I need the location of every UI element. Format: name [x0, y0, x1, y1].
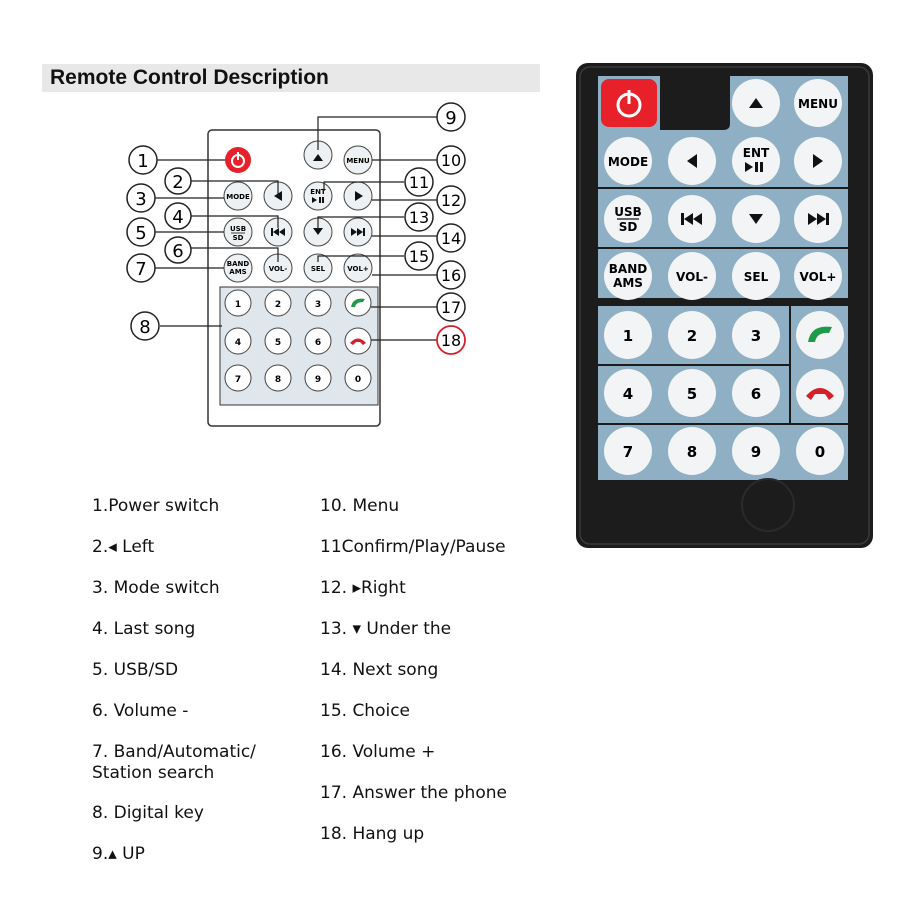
- diagram-right-button: [344, 182, 372, 210]
- diagram-digit-0: [345, 365, 371, 391]
- svg-text:5: 5: [274, 338, 282, 348]
- photo-left-button: [668, 137, 716, 185]
- photo-digit-7: [604, 427, 652, 475]
- callout-12: [437, 186, 465, 214]
- photo-menu-label: MENU: [798, 97, 838, 111]
- callout-3: [127, 184, 155, 212]
- photo-up-button: [732, 79, 780, 127]
- remote-photo: [576, 63, 873, 548]
- diagram-mode-label: MODE: [226, 193, 250, 201]
- photo-digit-4: [604, 369, 652, 417]
- svg-text:2: 2: [274, 300, 282, 310]
- callout-8: [131, 312, 159, 340]
- svg-text:8: 8: [139, 317, 151, 338]
- diagram-hangup-button: [345, 328, 371, 354]
- diagram-vol-plus-button: [344, 254, 372, 282]
- desc-volume-plus: 16. Volume +: [320, 742, 436, 762]
- desc-usb-sd: 5. USB/SD: [92, 660, 179, 680]
- photo-vol-minus-label: VOL-: [676, 270, 708, 284]
- diagram-next-button: [344, 218, 372, 246]
- desc-digital-key: 8. Digital key: [92, 803, 204, 823]
- svg-text:6: 6: [172, 241, 184, 262]
- photo-ams-label: AMS: [613, 276, 643, 290]
- photo-ent-label: ENT: [742, 146, 770, 160]
- diagram-band-label: BAND: [226, 260, 250, 268]
- photo-power-button: [601, 79, 657, 127]
- diagram-ent-button: [304, 182, 332, 210]
- diagram-answer-button: [345, 290, 371, 316]
- callout-9: [437, 103, 465, 131]
- photo-right-button: [794, 137, 842, 185]
- diagram-usb-button: [224, 218, 252, 246]
- callout-15: [405, 242, 433, 270]
- svg-text:8: 8: [686, 443, 698, 461]
- svg-text:2: 2: [172, 172, 184, 193]
- svg-text:7: 7: [234, 375, 242, 385]
- desc-menu: 10. Menu: [320, 496, 400, 516]
- diagram-digit-4: [225, 328, 251, 354]
- diagram-sel-label: SEL: [310, 265, 326, 273]
- desc-band-search: 7. Band/Automatic/ Station search: [92, 742, 256, 783]
- desc-volume-minus: 6. Volume -: [92, 701, 189, 721]
- callout-14: [437, 224, 465, 252]
- callout-11: [405, 168, 433, 196]
- photo-digit-2: [668, 311, 716, 359]
- desc-next-song: 14. Next song: [320, 660, 439, 680]
- desc-mode-switch: 3. Mode switch: [92, 578, 220, 598]
- photo-digit-8: [668, 427, 716, 475]
- photo-digit-3: [732, 311, 780, 359]
- desc-confirm-play-pause: 11Confirm/Play/Pause: [320, 537, 506, 557]
- photo-digit-9: [732, 427, 780, 475]
- callout-18: [437, 326, 465, 354]
- svg-text:1: 1: [622, 327, 634, 345]
- photo-usb-button: [604, 195, 652, 243]
- svg-text:3: 3: [750, 327, 762, 345]
- desc-power-switch: 1.Power switch: [92, 496, 220, 516]
- photo-vol-plus-button: [794, 252, 842, 300]
- svg-text:0: 0: [814, 443, 826, 461]
- svg-text:4: 4: [234, 338, 242, 348]
- svg-text:7: 7: [622, 443, 634, 461]
- photo-vol-minus-button: [668, 252, 716, 300]
- photo-down-button: [732, 195, 780, 243]
- desc-answer-phone: 17. Answer the phone: [320, 783, 507, 803]
- svg-text:6: 6: [314, 338, 322, 348]
- diagram-menu-label: MENU: [346, 157, 370, 165]
- svg-text:9: 9: [750, 443, 762, 461]
- diagram-usb-label: USB: [229, 225, 247, 233]
- callout-2: [165, 168, 191, 194]
- svg-text:12: 12: [440, 191, 462, 210]
- photo-digit-5: [668, 369, 716, 417]
- svg-text:17: 17: [440, 298, 462, 317]
- photo-digit-0: [796, 427, 844, 475]
- photo-vol-plus-label: VOL+: [799, 270, 837, 284]
- page-title: Remote Control Description: [50, 66, 329, 89]
- svg-text:16: 16: [440, 266, 462, 285]
- svg-text:0: 0: [354, 375, 362, 385]
- photo-mode-button: [604, 137, 652, 185]
- photo-mode-label: MODE: [607, 155, 649, 169]
- svg-text:18: 18: [440, 331, 462, 350]
- svg-text:6: 6: [750, 385, 762, 403]
- photo-sel-label: SEL: [743, 270, 769, 284]
- svg-text:3: 3: [135, 189, 147, 210]
- svg-text:5: 5: [686, 385, 698, 403]
- photo-answer-button: [796, 311, 844, 359]
- photo-digit-1: [604, 311, 652, 359]
- callout-6: [165, 237, 191, 263]
- photo-band-label: BAND: [608, 262, 648, 276]
- svg-text:4: 4: [622, 385, 634, 403]
- diagram-digit-9: [305, 365, 331, 391]
- svg-text:14: 14: [440, 229, 462, 248]
- svg-text:3: 3: [314, 300, 322, 310]
- diagram-digit-8: [265, 365, 291, 391]
- photo-prev-button: [668, 195, 716, 243]
- desc-last-song: 4. Last song: [92, 619, 196, 639]
- desc-right: 12. ▸Right: [320, 578, 406, 598]
- photo-next-button: [794, 195, 842, 243]
- diagram-ent-label: ENT: [310, 188, 326, 196]
- desc-left: 2.◂ Left: [92, 537, 155, 557]
- desc-down: 13. ▾ Under the: [320, 619, 452, 639]
- svg-text:1: 1: [137, 151, 149, 172]
- svg-text:10: 10: [440, 151, 462, 170]
- diagram-vol-minus-label: VOL-: [268, 265, 288, 273]
- callout-1: [129, 146, 157, 174]
- callout-4: [165, 203, 191, 229]
- svg-text:9: 9: [445, 108, 457, 129]
- photo-sel-button: [732, 252, 780, 300]
- svg-text:1: 1: [234, 300, 242, 310]
- diagram-digit-5: [265, 328, 291, 354]
- callout-17: [437, 293, 465, 321]
- photo-usb-label: USB: [614, 205, 642, 219]
- callout-10: [437, 146, 465, 174]
- callout-13: [405, 203, 433, 231]
- svg-text:5: 5: [135, 223, 147, 244]
- photo-band-button: [604, 252, 652, 300]
- diagram-digit-6: [305, 328, 331, 354]
- diagram-power-button: [225, 147, 251, 173]
- svg-text:11: 11: [408, 173, 430, 192]
- desc-hang-up: 18. Hang up: [320, 824, 425, 844]
- diagram-vol-plus-label: VOL+: [347, 265, 369, 273]
- callout-16: [437, 261, 465, 289]
- photo-hangup-button: [796, 369, 844, 417]
- diagram-digit-3: [305, 290, 331, 316]
- svg-text:8: 8: [274, 375, 282, 385]
- callout-7: [127, 254, 155, 282]
- desc-choice: 15. Choice: [320, 701, 411, 721]
- diagram-mode-button: [224, 182, 252, 210]
- svg-text:13: 13: [408, 208, 430, 227]
- svg-text:9: 9: [314, 375, 322, 385]
- diagram-digit-7: [225, 365, 251, 391]
- diagram-digit-1: [225, 290, 251, 316]
- svg-text:2: 2: [686, 327, 698, 345]
- diagram-digit-2: [265, 290, 291, 316]
- diagram-ams-label: AMS: [229, 268, 247, 276]
- diagram-band-button: [224, 254, 252, 282]
- desc-up: 9.▴ UP: [92, 844, 145, 864]
- photo-ent-button: [732, 137, 780, 185]
- svg-text:7: 7: [135, 259, 147, 280]
- svg-text:15: 15: [408, 247, 430, 266]
- photo-sd-label: SD: [618, 220, 638, 234]
- photo-menu-button: [794, 79, 842, 127]
- svg-text:4: 4: [172, 207, 184, 228]
- photo-digit-6: [732, 369, 780, 417]
- diagram-sd-label: SD: [232, 234, 244, 242]
- diagram-menu-button: [344, 146, 372, 174]
- callout-5: [127, 218, 155, 246]
